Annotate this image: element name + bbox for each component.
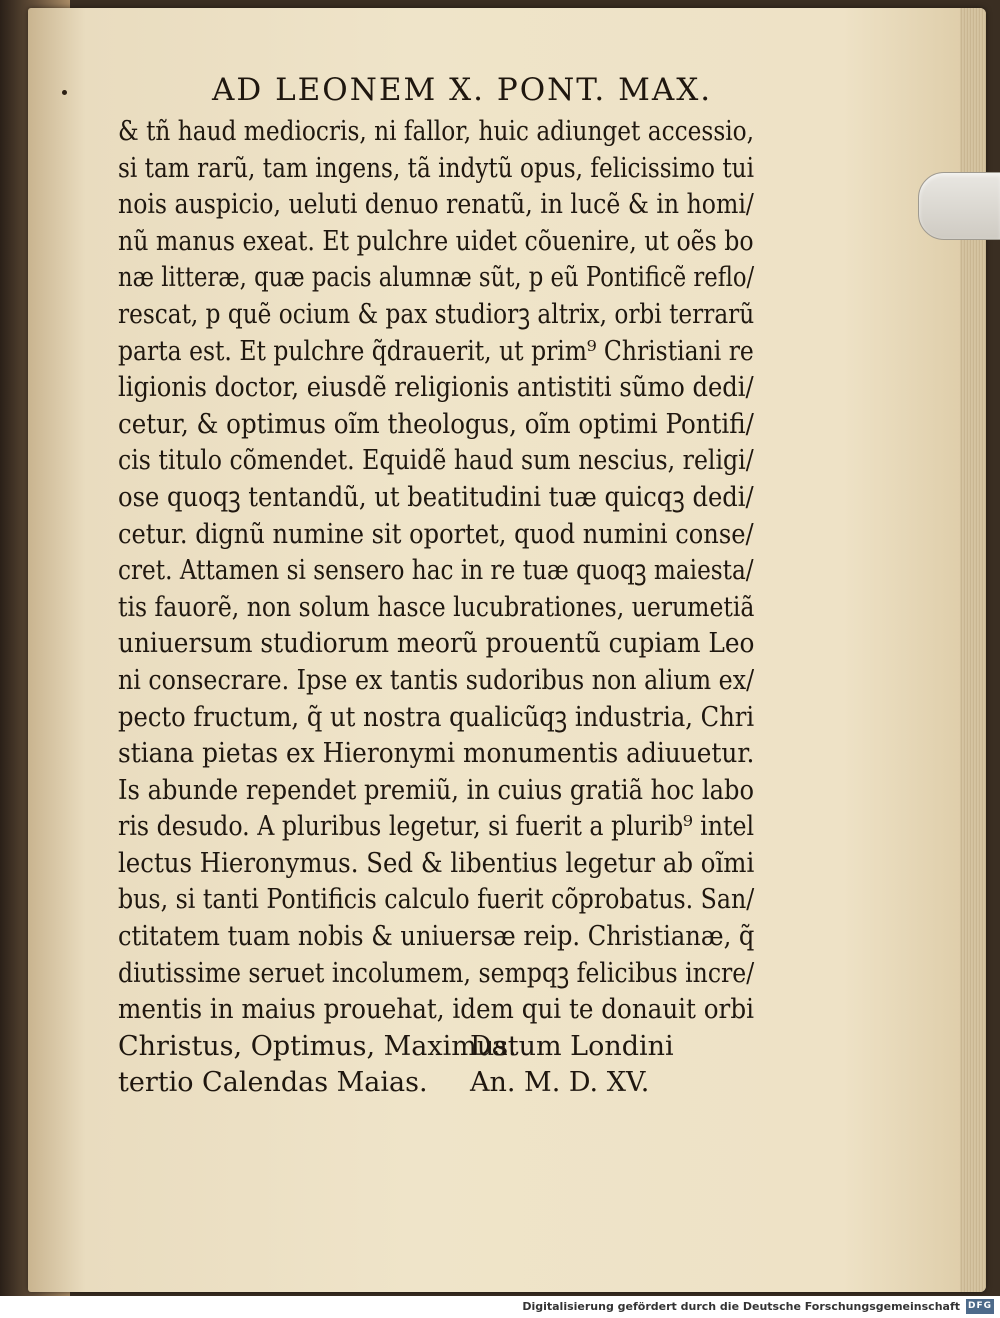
text-line: cetur. dignũ numine sit oportet, quod numini conse/ [118,518,754,550]
text-line: cret. Attamen si sensero hac in re tuæ quoqꝫ maiesta/ [118,555,754,587]
text-line: ris desudo. A pluribus legetur, si fuerit a plurib⁹ intel [118,811,755,843]
text-line: nũ manus exeat. Et pulchre uidet cõuenire, ut oẽs bo [118,225,754,257]
text-line: stiana pietas ex Hieronymi monumentis adiuuetur. [118,738,755,770]
text-line: ose quoqꝫ tentandũ, ut beatitudini tuæ quicqꝫ dedi/ [118,481,754,513]
text-line: cetur, & optimus oĩm theologus, oĩm optimi Pontifi/ [118,408,754,440]
ink-dot [62,90,67,95]
text-line: diutissime seruet incolumem, sempqꝫ felicibus incre/ [118,957,755,989]
text-line: næ litteræ, quæ pacis alumnæ sũt, p eũ Pontificẽ reflo/ [118,262,755,294]
body-text [118,114,754,1102]
closing-line [118,1029,754,1066]
text-line: bus, si tanti Pontificis calculo fuerit cõprobatus. San/ [118,884,755,916]
footer-credit: Digitalisierung gefördert durch die Deutsche Forschungsgemeinschaft [522,1300,960,1313]
dfg-logo: DFG [966,1299,994,1314]
text-line: parta est. Et pulchre q̃drauerit, ut prim⁹ Christiani re [118,335,754,367]
digitization-footer [0,1296,1000,1318]
text-line: mentis in maius prouehat, idem qui te donauit orbi [118,994,754,1026]
text-line: nois auspicio, ueluti denuo renatũ, in lucẽ & in homi/ [118,189,754,221]
running-header: AD LEONEM X. PONT. MAX. [212,72,713,108]
text-line: pecto fructum, q̃ ut nostra qualicũqꝫ industria, Chri [118,701,755,733]
text-line: lectus Hieronymus. Sed & libentius legetur ab oĩmi [118,847,755,879]
text-line: ligionis doctor, eiusdẽ religionis antistiti sũmo dedi/ [118,372,754,404]
text-line: ctitatem tuam nobis & uniuersæ reip. Christianæ, q̃ [118,921,755,953]
date-line [118,1065,754,1102]
text-line: si tam rarũ, tam ingens, tã indytũ opus, felicissimo tui [118,152,755,184]
text-line: ni consecrare. Ipse ex tantis sudoribus non alium ex/ [118,664,755,696]
text-line: & tñ haud mediocris, ni fallor, huic adiunget accessio, [118,116,755,147]
text-line: Is abunde rependet premiũ, in cuius gratiã hoc labo [118,774,754,806]
closing-line-right: Datum Londini [470,1030,674,1062]
page-clip [918,172,1000,240]
date-line-right: An. M. D. XV. [470,1067,650,1099]
text-line: uniuersum studiorum meorũ prouentũ cupiam Leo [118,628,755,660]
text-line: rescat, p quẽ ocium & pax studiorꝫ altrix, orbi terrarũ [118,298,755,330]
text-line: tis fauorẽ, non solum hasce lucubrationes, uerumetiã [118,591,755,623]
closing-line-left: Christus, Optimus, Maximus. [118,1030,517,1062]
date-line-left: tertio Calendas Maias. [118,1067,428,1099]
text-line: cis titulo cõmendet. Equidẽ haud sum nescius, religi/ [118,445,754,477]
